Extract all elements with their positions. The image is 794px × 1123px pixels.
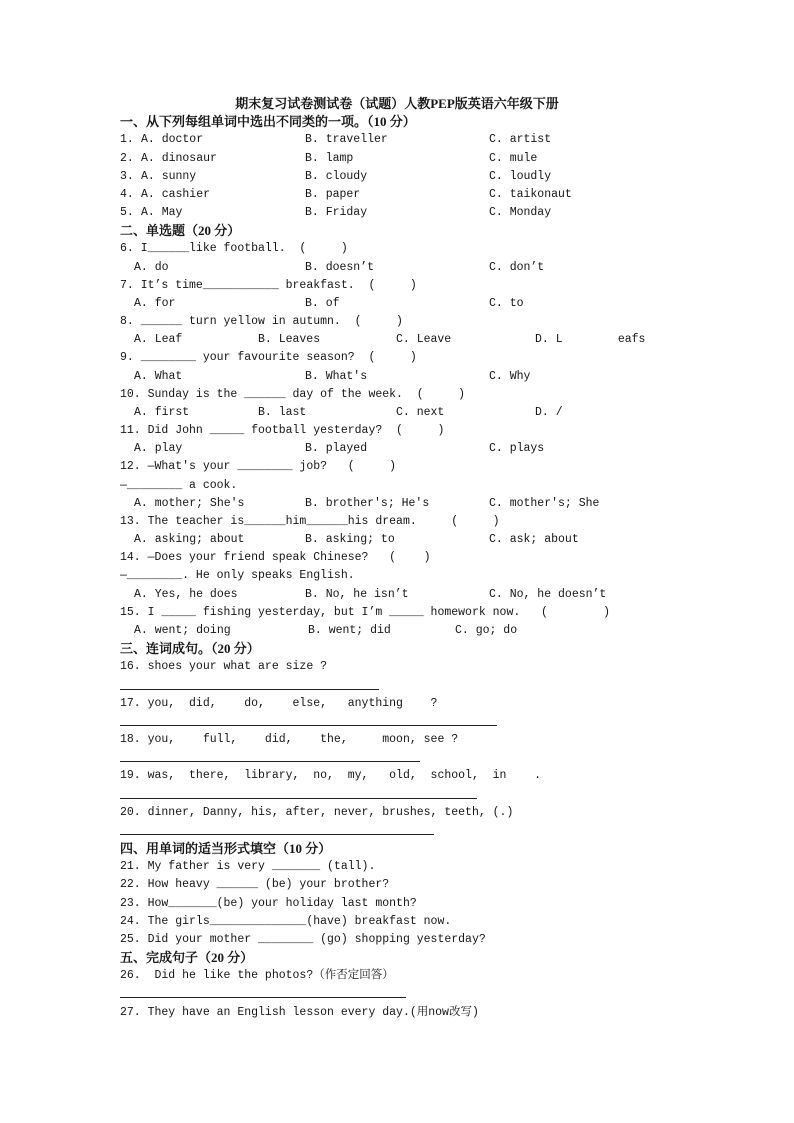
option-b: B. brother's; He's bbox=[305, 496, 430, 510]
dialogue-line: —________. He only speaks English. bbox=[120, 569, 355, 583]
question-text: 27. They have an English lesson every day.(用now改写) bbox=[120, 1005, 479, 1019]
section-heading-row bbox=[0, 222, 794, 240]
options-row bbox=[0, 586, 794, 604]
question-row bbox=[0, 895, 794, 913]
option-c: C. don’t bbox=[489, 260, 545, 274]
option-b: B. of bbox=[305, 296, 340, 310]
options-row bbox=[0, 531, 794, 549]
options-row bbox=[0, 259, 794, 277]
answer-row bbox=[0, 822, 794, 840]
option-a: A. for bbox=[134, 296, 176, 310]
question-text: 19. was, there, library, no, my, old, school, in . bbox=[120, 769, 541, 783]
question-row bbox=[0, 695, 794, 713]
question-text: 8. ______ turn yellow in autumn. ( ) bbox=[120, 315, 403, 329]
option-b: B. doesn’t bbox=[305, 260, 375, 274]
option-a: A. do bbox=[134, 260, 169, 274]
question-text: 13. The teacher is______him______his dream. ( ) bbox=[120, 514, 500, 528]
options-row bbox=[0, 495, 794, 513]
option-c: C. mule bbox=[489, 151, 538, 165]
option-b: B. cloudy bbox=[305, 169, 368, 183]
answer-row bbox=[0, 985, 794, 1003]
question-text: 21. My father is very _______ (tall). bbox=[120, 860, 376, 874]
option-c: C. go; do bbox=[455, 623, 518, 637]
dialogue-row bbox=[0, 567, 794, 585]
section-heading: 四、用单词的适当形式填空（10 分） bbox=[120, 841, 332, 857]
answer-row bbox=[0, 677, 794, 695]
question-row bbox=[0, 313, 794, 331]
section-heading-row bbox=[0, 113, 794, 131]
option-b: B. What's bbox=[305, 369, 368, 383]
option-a: A. sunny bbox=[141, 169, 197, 183]
option-b: B. paper bbox=[305, 187, 361, 201]
question-number: 1. bbox=[120, 133, 134, 147]
question-row bbox=[0, 549, 794, 567]
title-row bbox=[0, 95, 794, 113]
question-text: 16. shoes your what are size ? bbox=[120, 660, 328, 674]
option-a: A. asking; about bbox=[134, 533, 245, 547]
section-heading-row bbox=[0, 949, 794, 967]
answer-row bbox=[0, 786, 794, 804]
options-row bbox=[0, 622, 794, 640]
question-text: 18. you, full, did, the, moon, see ? bbox=[120, 733, 459, 747]
question-text: 25. Did your mother ________ (go) shopping yesterday? bbox=[120, 932, 486, 946]
question-row bbox=[0, 240, 794, 258]
question-row bbox=[0, 349, 794, 367]
question-row bbox=[0, 150, 794, 168]
question-text: 9. ________ your favourite season? ( ) bbox=[120, 351, 417, 365]
option-b: B. Leaves bbox=[258, 333, 321, 347]
question-text: 10. Sunday is the ______ day of the week. ( ) bbox=[120, 387, 466, 401]
question-text: 17. you, did, do, else, anything ? bbox=[120, 696, 438, 710]
option-d: D. / bbox=[535, 405, 563, 419]
dialogue-line: —________ a cook. bbox=[120, 478, 238, 492]
question-row bbox=[0, 386, 794, 404]
question-row bbox=[0, 277, 794, 295]
answer-line bbox=[120, 725, 497, 726]
question-text: 6. I______like football. ( ) bbox=[120, 242, 348, 256]
option-a: A. went; doing bbox=[134, 623, 231, 637]
section-heading: 二、单选题（20 分） bbox=[120, 223, 241, 239]
option-b: B. went; did bbox=[308, 623, 391, 637]
option-c: C. Why bbox=[489, 369, 531, 383]
question-row bbox=[0, 658, 794, 676]
section-heading: 一、从下列每组单词中选出不同类的一项。（10 分） bbox=[120, 114, 416, 130]
option-b: B. No, he isn’t bbox=[305, 587, 409, 601]
section-heading-row bbox=[0, 840, 794, 858]
question-number: 5. bbox=[120, 206, 134, 220]
question-row bbox=[0, 876, 794, 894]
question-row bbox=[0, 422, 794, 440]
question-row bbox=[0, 731, 794, 749]
option-c: C. plays bbox=[489, 442, 545, 456]
question-row bbox=[0, 858, 794, 876]
question-row bbox=[0, 1004, 794, 1022]
question-row bbox=[0, 131, 794, 149]
answer-line bbox=[120, 689, 379, 690]
option-c: C. loudly bbox=[489, 169, 552, 183]
question-text: 20. dinner, Danny, his, after, never, brushes, teeth, (.) bbox=[120, 805, 514, 819]
question-row bbox=[0, 767, 794, 785]
section-heading-row bbox=[0, 640, 794, 658]
options-row bbox=[0, 331, 794, 349]
option-b: B. lamp bbox=[305, 151, 354, 165]
options-row bbox=[0, 368, 794, 386]
question-row bbox=[0, 513, 794, 531]
option-a: A. mother; She's bbox=[134, 496, 245, 510]
option-b: B. asking; to bbox=[305, 533, 395, 547]
option-c: C. No, he doesn’t bbox=[489, 587, 607, 601]
option-a: A. What bbox=[134, 369, 183, 383]
dialogue-row bbox=[0, 477, 794, 495]
question-text: 7. It’s time___________ breakfast. ( ) bbox=[120, 278, 417, 292]
option-a: A. first bbox=[134, 405, 190, 419]
option-a: A. cashier bbox=[141, 187, 211, 201]
option-b: B. Friday bbox=[305, 206, 368, 220]
question-row bbox=[0, 967, 794, 985]
question-text: 24. The girls______________(have) breakfast now. bbox=[120, 914, 452, 928]
answer-line bbox=[120, 761, 420, 762]
option-c: C. artist bbox=[489, 133, 552, 147]
section-heading: 五、完成句子（20 分） bbox=[120, 950, 254, 966]
question-number: 2. bbox=[120, 151, 134, 165]
exam-sheet bbox=[0, 95, 794, 1022]
option-c: C. ask; about bbox=[489, 533, 579, 547]
question-text: 26. Did he like the photos?（作否定回答） bbox=[120, 969, 394, 983]
answer-line bbox=[120, 834, 434, 835]
option-d: D. L eafs bbox=[535, 333, 646, 347]
option-a: A. doctor bbox=[141, 133, 204, 147]
option-c: C. taikonaut bbox=[489, 187, 572, 201]
option-b: B. played bbox=[305, 442, 368, 456]
question-row bbox=[0, 804, 794, 822]
question-text: 14. —Does your friend speak Chinese? ( ) bbox=[120, 551, 431, 565]
answer-row bbox=[0, 749, 794, 767]
question-row bbox=[0, 604, 794, 622]
option-c: C. next bbox=[396, 405, 445, 419]
answer-line bbox=[120, 997, 406, 998]
option-b: B. last bbox=[258, 405, 307, 419]
option-a: A. play bbox=[134, 442, 183, 456]
options-row bbox=[0, 295, 794, 313]
question-row bbox=[0, 458, 794, 476]
option-a: A. dinosaur bbox=[141, 151, 217, 165]
question-text: 23. How_______(be) your holiday last month? bbox=[120, 896, 417, 910]
question-row bbox=[0, 913, 794, 931]
question-row bbox=[0, 168, 794, 186]
answer-row bbox=[0, 713, 794, 731]
question-row bbox=[0, 186, 794, 204]
answer-line bbox=[120, 798, 477, 799]
option-c: C. mother's; She bbox=[489, 496, 600, 510]
question-row bbox=[0, 931, 794, 949]
option-b: B. traveller bbox=[305, 133, 388, 147]
option-a: A. Leaf bbox=[134, 333, 183, 347]
page-title: 期末复习试卷测试卷（试题）人教PEP版英语六年级下册 bbox=[235, 96, 559, 111]
question-text: 12. —What's your ________ job? ( ) bbox=[120, 460, 397, 474]
option-c: C. Monday bbox=[489, 206, 552, 220]
option-c: C. to bbox=[489, 296, 524, 310]
question-row bbox=[0, 204, 794, 222]
option-a: A. Yes, he does bbox=[134, 587, 238, 601]
question-text: 22. How heavy ______ (be) your brother? bbox=[120, 878, 390, 892]
question-text: 15. I _____ fishing yesterday, but I’m _____ homework now. ( ) bbox=[120, 605, 610, 619]
section-heading: 三、连词成句。（20 分） bbox=[120, 641, 260, 657]
question-number: 4. bbox=[120, 187, 134, 201]
question-number: 3. bbox=[120, 169, 134, 183]
question-text: 11. Did John _____ football yesterday? ( ) bbox=[120, 424, 445, 438]
option-c: C. Leave bbox=[396, 333, 452, 347]
options-row bbox=[0, 404, 794, 422]
option-a: A. May bbox=[141, 206, 183, 220]
options-row bbox=[0, 440, 794, 458]
